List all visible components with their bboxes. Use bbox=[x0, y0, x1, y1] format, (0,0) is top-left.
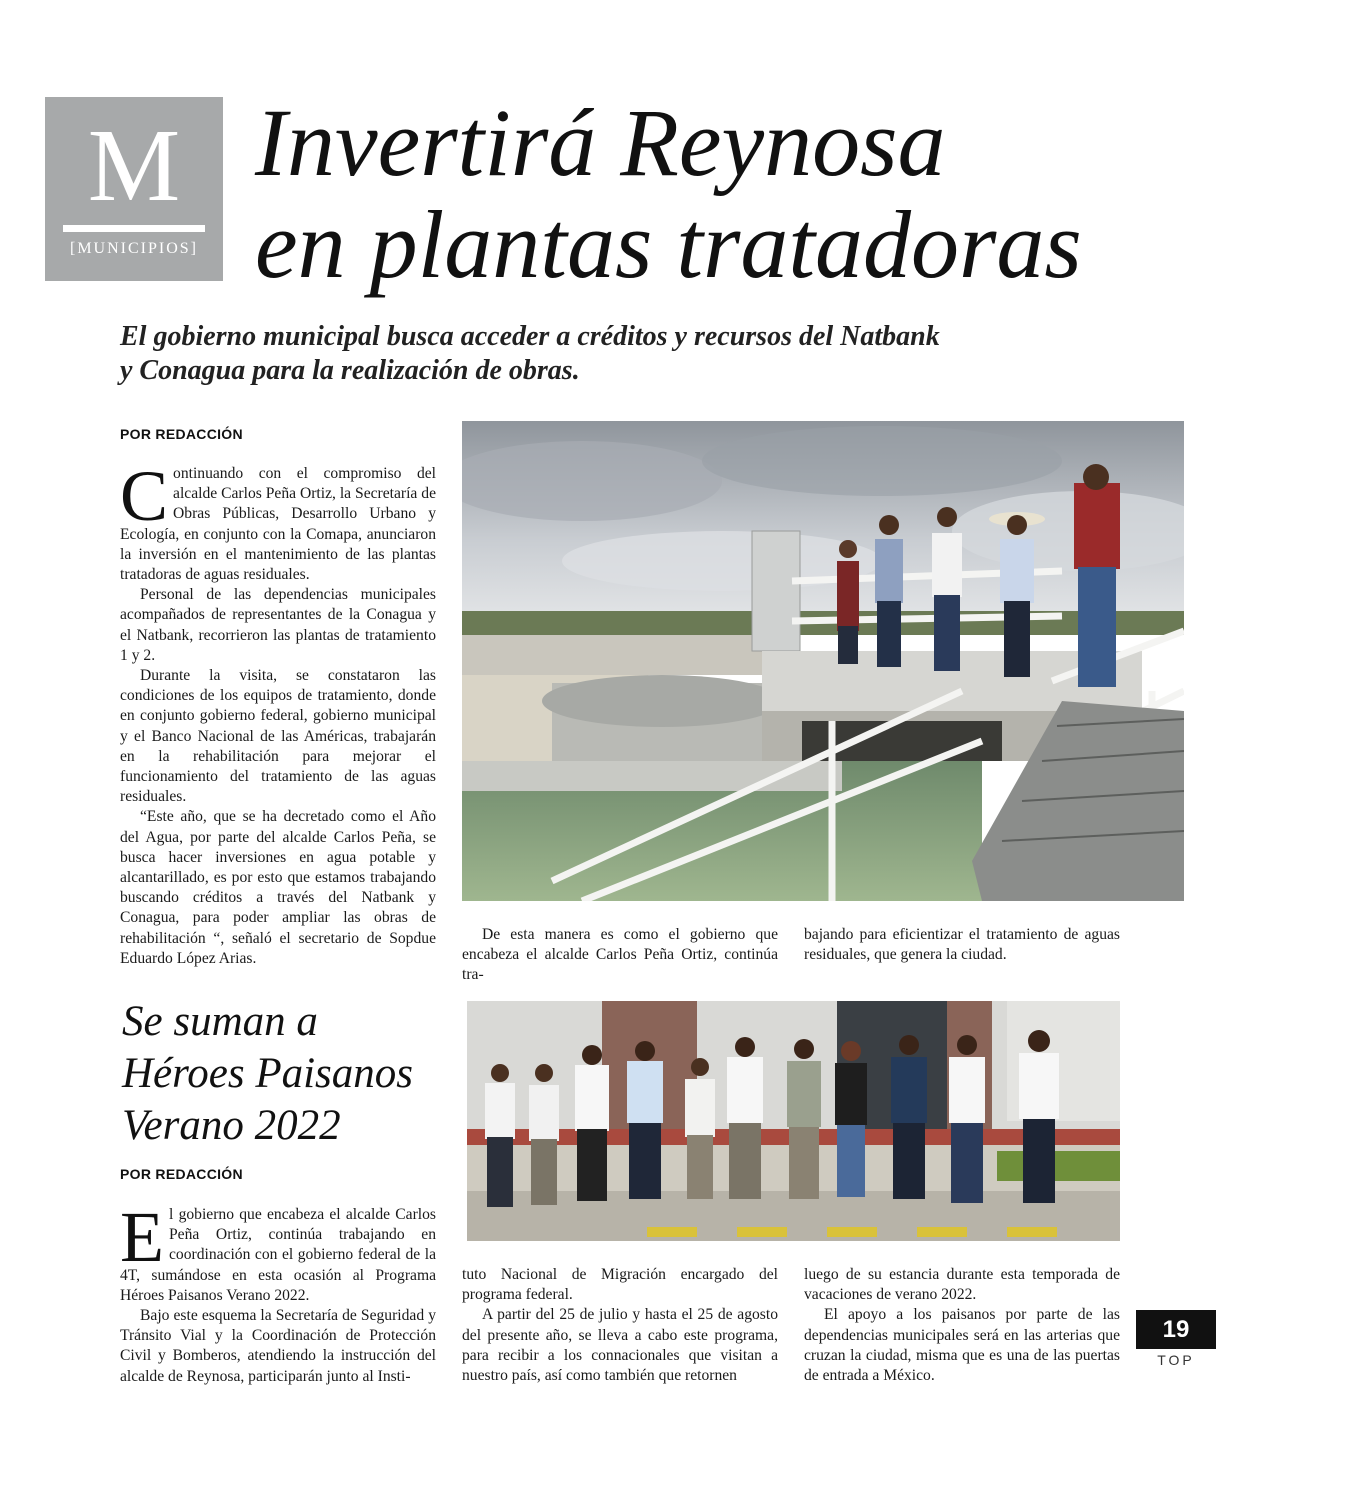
dropcap: C bbox=[120, 456, 169, 536]
paragraph: El apoyo a los paisanos por parte de las dependencias municipales será en las arterias que cruzan la ciudad, misma que es una de las puertas de entrada a México. bbox=[804, 1306, 1120, 1385]
headline-line-2: en plantas tratadoras bbox=[255, 191, 1082, 298]
article-column-2 bbox=[462, 925, 778, 986]
article2-column-2 bbox=[462, 1265, 778, 1386]
paragraph: Bajo este esquema la Secretaría de Seguridad y Tránsito Vial y la Coordinación de Protección Civil y Bomberos, atendiendo la instrucción del alcalde de Reynosa, participarán junto al Insti- bbox=[120, 1307, 436, 1385]
article-column-1 bbox=[120, 456, 436, 969]
paragraph: A partir del 25 de julio y hasta el 25 de agosto del presente año, se lleva a cabo este programa, para recibir a los connacionales que visitan a nuestro país, así como también que retornen bbox=[462, 1306, 778, 1385]
deck-line-1: El gobierno municipal busca acceder a créditos y recursos del Natbank bbox=[120, 321, 940, 352]
article-deck bbox=[120, 320, 1100, 388]
headline2-line-3: Verano 2022 bbox=[122, 1102, 341, 1149]
paragraph: De esta manera es como el gobierno que encabeza el alcalde Carlos Peña Ortiz, continúa tra- bbox=[462, 926, 778, 984]
paragraph: luego de su estancia durante esta temporada de vacaciones de verano 2022. bbox=[804, 1266, 1120, 1304]
paragraph: tuto Nacional de Migración encargado del programa federal. bbox=[462, 1266, 778, 1304]
paragraph bbox=[120, 456, 436, 585]
paragraph: Durante la visita, se constataron las condiciones de los equipos de tratamiento, donde en conjunto gobierno federal, gobierno municipal y el Banco Nacional de las Américas, trabajarán en la rehabilitación para mejorar el funcionamiento del tratamiento de las aguas residuales. bbox=[120, 667, 436, 806]
paragraph: bajando para eficientizar el tratamiento de aguas residuales, que genera la ciudad. bbox=[804, 926, 1120, 964]
section-letter: M bbox=[87, 108, 181, 223]
article2-headline bbox=[122, 996, 413, 1152]
group-photo bbox=[467, 1001, 1120, 1241]
article2-column-1 bbox=[120, 1197, 436, 1387]
treatment-plant-photo bbox=[462, 421, 1184, 901]
publication-label: TOP bbox=[1157, 1352, 1195, 1368]
article2-column-3 bbox=[804, 1265, 1120, 1386]
deck-line-2: y Conagua para la realización de obras. bbox=[120, 355, 580, 386]
paragraph bbox=[120, 1197, 436, 1306]
page-number: 19 bbox=[1136, 1310, 1216, 1349]
paragraph-text: l gobierno que encabeza el alcalde Carlos Peña Ortiz, continúa trabajando en coordinación con el gobierno federal de la 4T, sumándose en esta ocasión al Programa Héroes Paisanos Verano 2022. bbox=[120, 1206, 436, 1304]
article-headline bbox=[255, 89, 1082, 298]
article-column-3 bbox=[804, 925, 1120, 965]
headline2-line-2: Héroes Paisanos bbox=[122, 1050, 414, 1097]
dropcap: E bbox=[120, 1197, 164, 1277]
paragraph: “Este año, que se ha decretado como el Año del Agua, por parte del alcalde Carlos Peña, se busca hacer inversiones en agua potable y alcantarillado, es por esto que estamos trabajando buscando créditos a través del Natbank y Conagua, para poder ampliar las obras de rehabilitación “, señaló el secretario de Sopdue Eduardo López Arias. bbox=[120, 808, 436, 967]
article2-byline: POR REDACCIÓN bbox=[120, 1166, 243, 1182]
headline-line-1: Invertirá Reynosa bbox=[255, 89, 946, 196]
article-byline: POR REDACCIÓN bbox=[120, 426, 243, 442]
section-marker bbox=[45, 97, 223, 281]
section-rule bbox=[63, 225, 205, 232]
section-label: [MUNICIPIOS] bbox=[70, 240, 198, 257]
paragraph-text: ontinuando con el compromiso del alcalde Carlos Peña Ortiz, la Secretaría de Obras Públicas, Desarrollo Urbano y Ecología, en conjunto con la Comapa, anunciaron la inversión en el mantenimiento de las plantas tratadoras de aguas residuales. bbox=[120, 465, 436, 584]
headline2-line-1: Se suman a bbox=[122, 998, 318, 1045]
paragraph: Personal de las dependencias municipales acompañados de representantes de la Conagua y el Natbank, recorrieron las plantas de tratamiento 1 y 2. bbox=[120, 586, 436, 664]
